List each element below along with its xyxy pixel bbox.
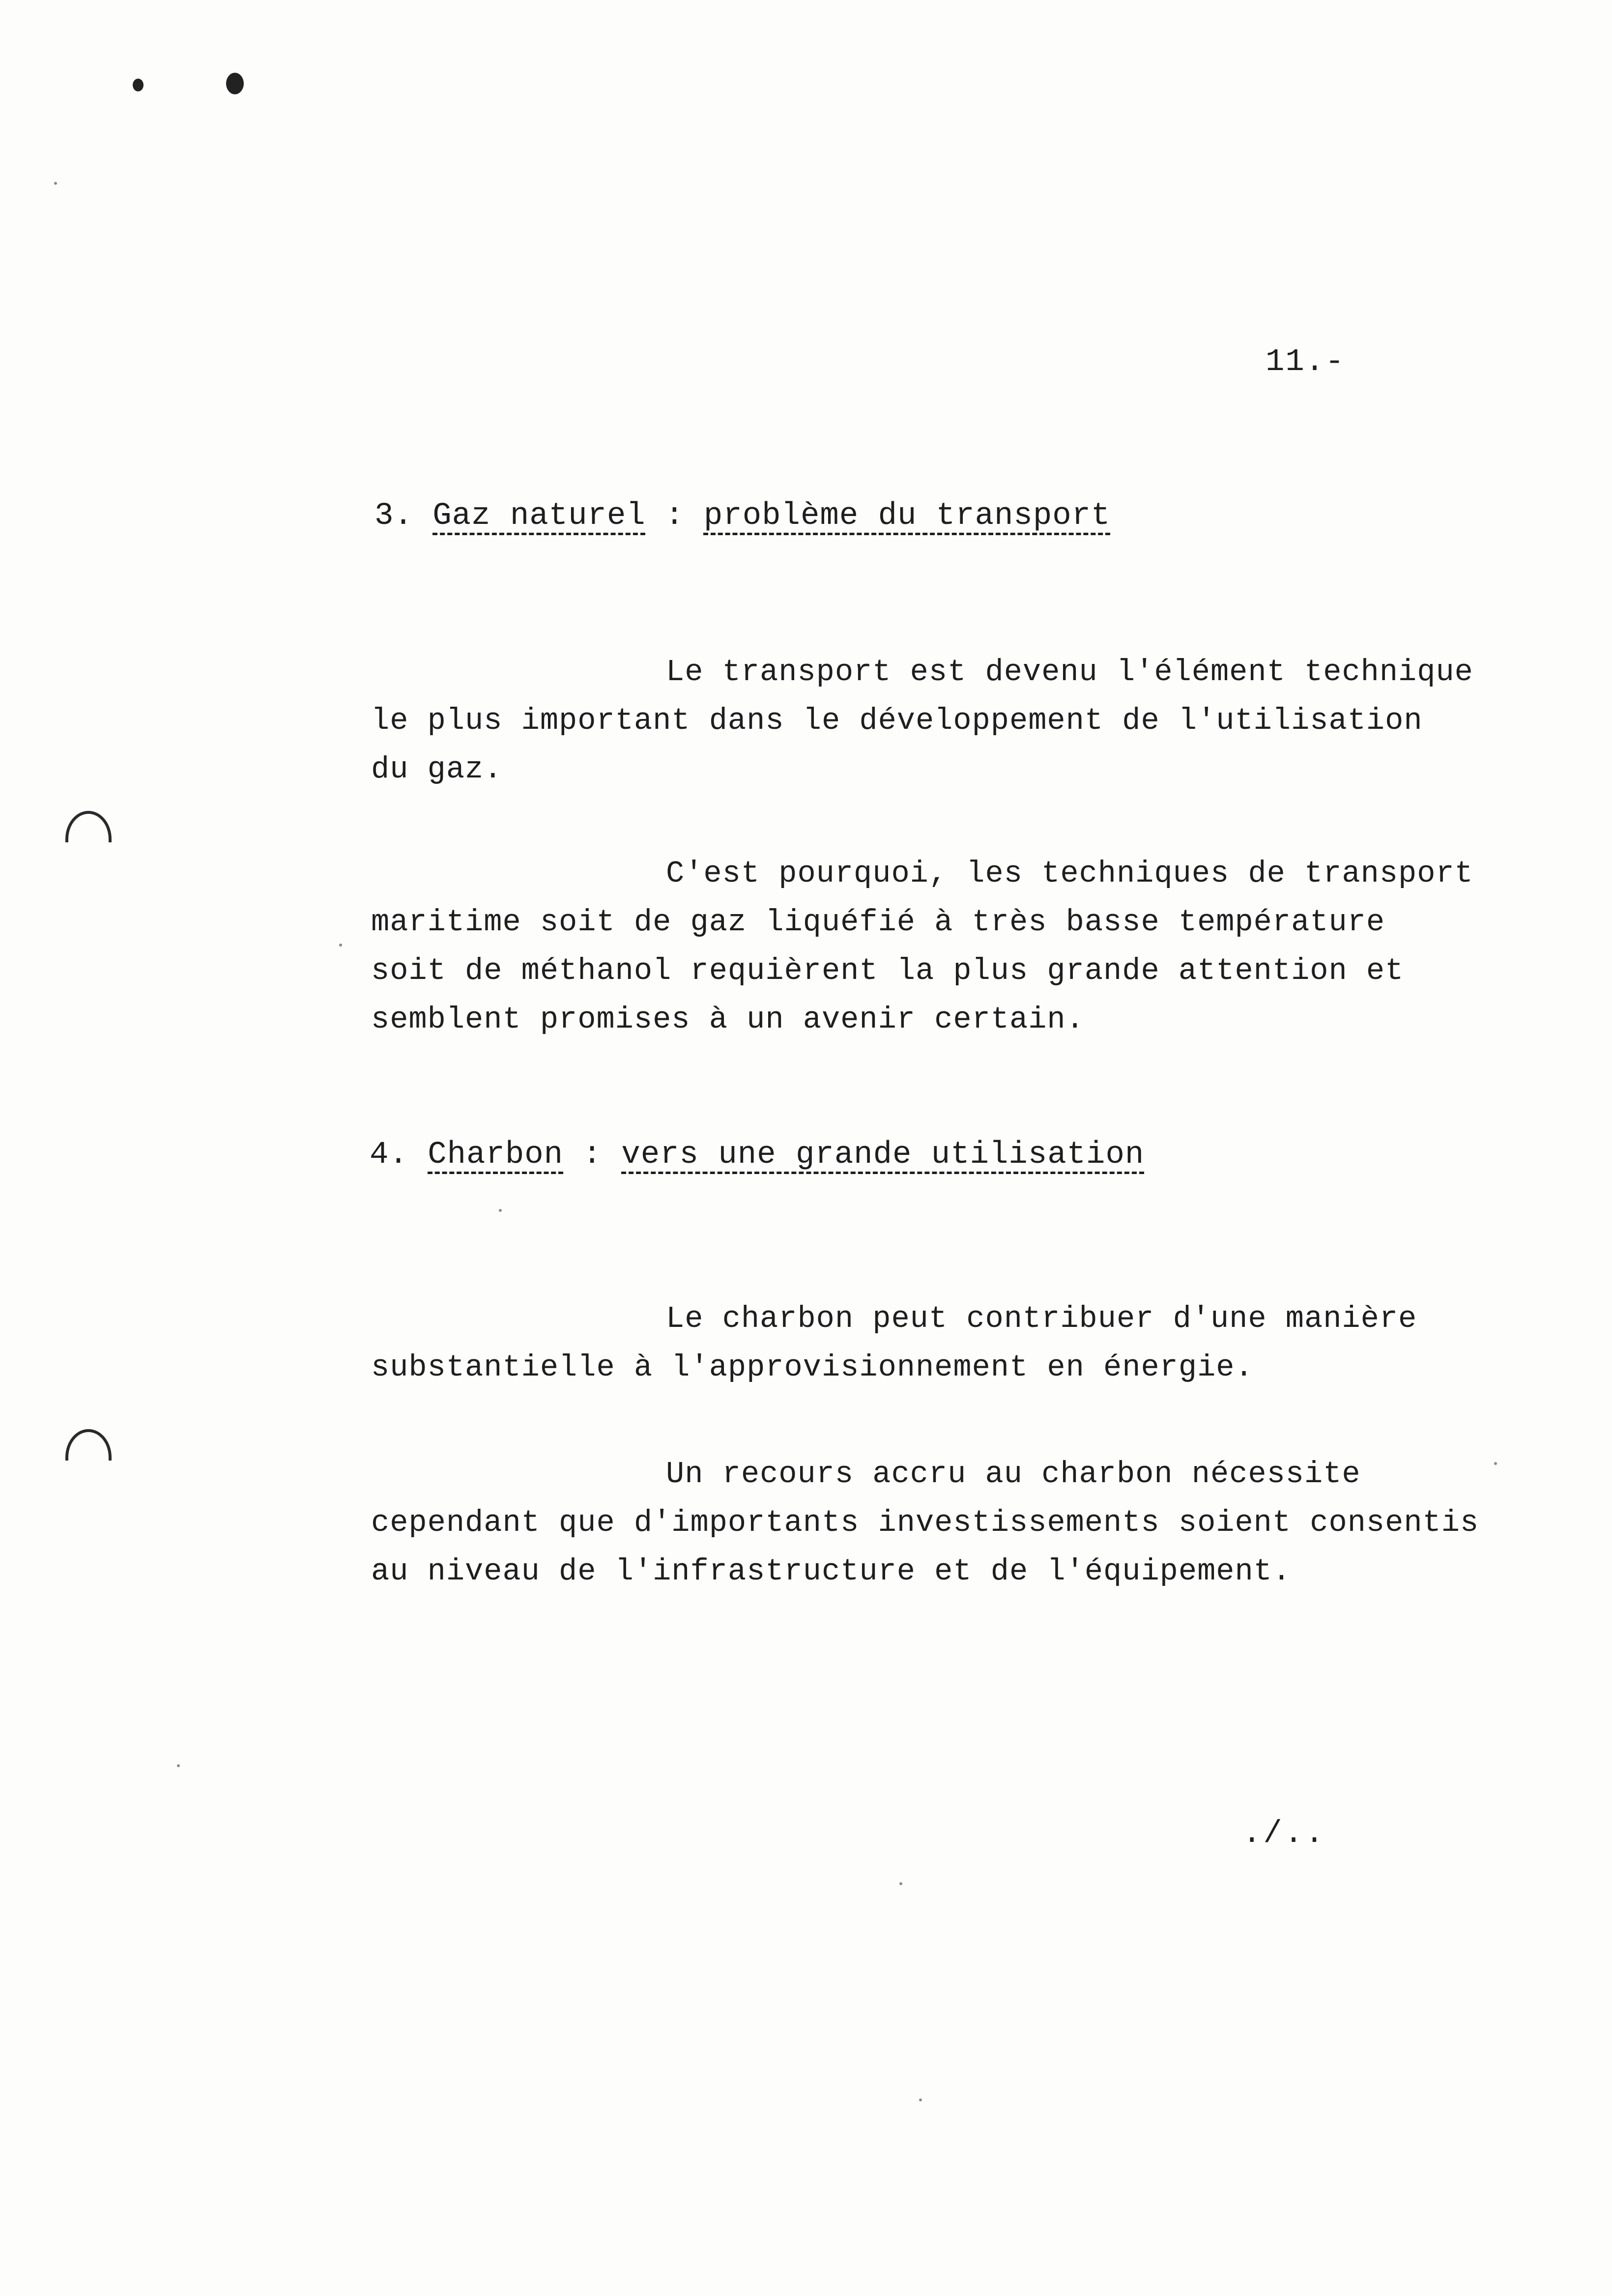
scan-speck [919, 2098, 922, 2101]
section-title-main: Gaz naturel [432, 498, 646, 534]
text-line: maritime soit de gaz liquéfié à très basse température [371, 905, 1385, 940]
scan-speck [339, 944, 342, 947]
continuation-mark: ./.. [1242, 1816, 1326, 1852]
text-line: semblent promises à un avenir certain. [371, 1002, 1085, 1037]
scan-speck [499, 1209, 502, 1212]
ink-dot [226, 73, 244, 94]
punch-hole-icon [65, 1429, 112, 1461]
text-line: Le transport est devenu l'élément technique [666, 655, 1473, 689]
text-line: soit de méthanol requièrent la plus grande attention et [371, 953, 1404, 988]
text-line: du gaz. [371, 752, 503, 787]
paragraph-charbon-investissements [371, 1450, 1560, 1596]
scan-speck [54, 182, 57, 185]
page-number: 11.- [1266, 344, 1345, 380]
section-title-main: Charbon [428, 1137, 564, 1173]
section-title-sub: vers une grande utilisation [621, 1137, 1145, 1173]
section-number: 3. [374, 498, 413, 534]
punch-hole-icon [65, 811, 112, 842]
scan-speck [177, 1764, 180, 1767]
paragraph-charbon-contribution [371, 1294, 1560, 1392]
section-title-sub: problème du transport [703, 498, 1111, 534]
text-line: au niveau de l'infrastructure et de l'équipement. [371, 1554, 1292, 1589]
paragraph-transport [371, 648, 1560, 794]
text-line: le plus important dans le développement de l'utilisation [371, 703, 1423, 738]
scan-speck [899, 1882, 902, 1885]
text-line: Un recours accru au charbon nécessite [666, 1457, 1361, 1492]
section-title-separator: : [645, 498, 704, 534]
paragraph-techniques-transport [371, 849, 1560, 1044]
section-heading-charbon [370, 1139, 1144, 1171]
ink-dot [133, 79, 144, 91]
section-number: 4. [370, 1137, 408, 1173]
section-title-separator: : [563, 1137, 622, 1173]
section-heading-gaz-naturel [374, 500, 1110, 532]
text-line: cependant que d'importants investissements soient consentis [371, 1505, 1479, 1540]
text-line: Le charbon peut contribuer d'une manière [666, 1301, 1417, 1336]
text-line: C'est pourquoi, les techniques de transport [666, 856, 1473, 891]
text-line: substantielle à l'approvisionnement en énergie. [371, 1350, 1254, 1385]
